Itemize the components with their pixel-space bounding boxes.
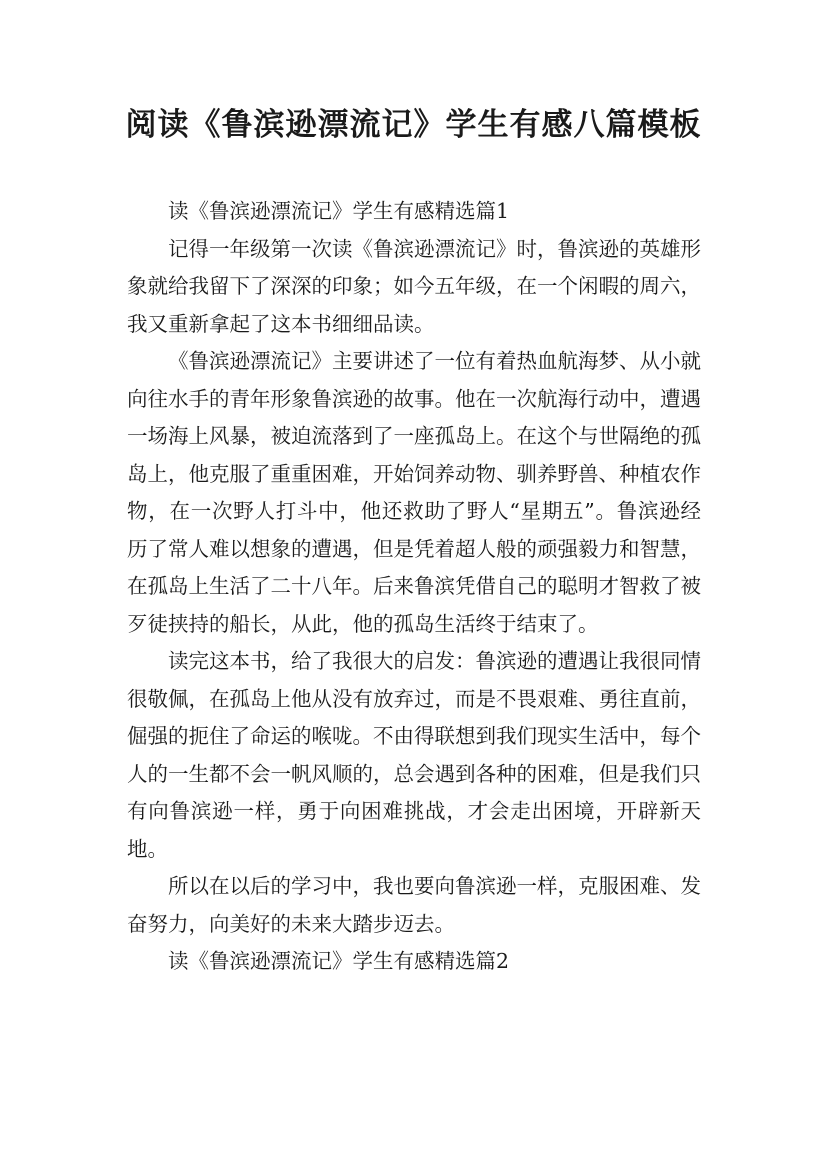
paragraph-2: 《鲁滨逊漂流记》主要讲述了一位有着热血航海梦、从小就向往水手的青年形象鲁滨逊的故事。他在一次航海行动中，遭遇一场海上风暴，被迫流落到了一座孤岛上。在这个与世隔绝的孤岛上，他克服了重重困难，开始饲养动物、驯养野兽、种植农作物，在一次野人打斗中，他还救助了野人“星期五”。鲁滨逊经历了常人难以想象的遭遇，但是凭着超人般的顽强毅力和智慧，在孤岛上生活了二十八年。后来鲁滨凭借自己的聪明才智救了被歹徒挟持的船长，从此，他的孤岛生活终于结束了。 — [127, 349, 701, 636]
document-body — [127, 193, 701, 981]
paragraph-1: 记得一年级第一次读《鲁滨逊漂流记》时，鲁滨逊的英雄形象就给我留下了深深的印象；如今五年级，在一个闲暇的周六，我又重新拿起了这本书细细品读。 — [127, 236, 701, 336]
section-heading-1: 读《鲁滨逊漂流记》学生有感精选篇1 — [168, 199, 510, 223]
paragraph-3: 读完这本书，给了我很大的启发：鲁滨逊的遭遇让我很同情很敬佩，在孤岛上他从没有放弃过，而是不畏艰难、勇往直前，倔强的扼住了命运的喉咙。不由得联想到我们现实生活中，每个人的一生都不会一帆风顺的，总会遇到各种的困难，但是我们只有向鲁滨逊一样，勇于向困难挑战，才会走出困境，开辟新天地。 — [127, 649, 701, 861]
paragraph-4: 所以在以后的学习中，我也要向鲁滨逊一样，克服困难、发奋努力，向美好的未来大踏步迈去。 — [127, 874, 701, 936]
section-heading-2: 读《鲁滨逊漂流记》学生有感精选篇2 — [168, 949, 510, 973]
document-title: 阅读《鲁滨逊漂流记》学生有感八篇模板 — [125, 107, 702, 143]
